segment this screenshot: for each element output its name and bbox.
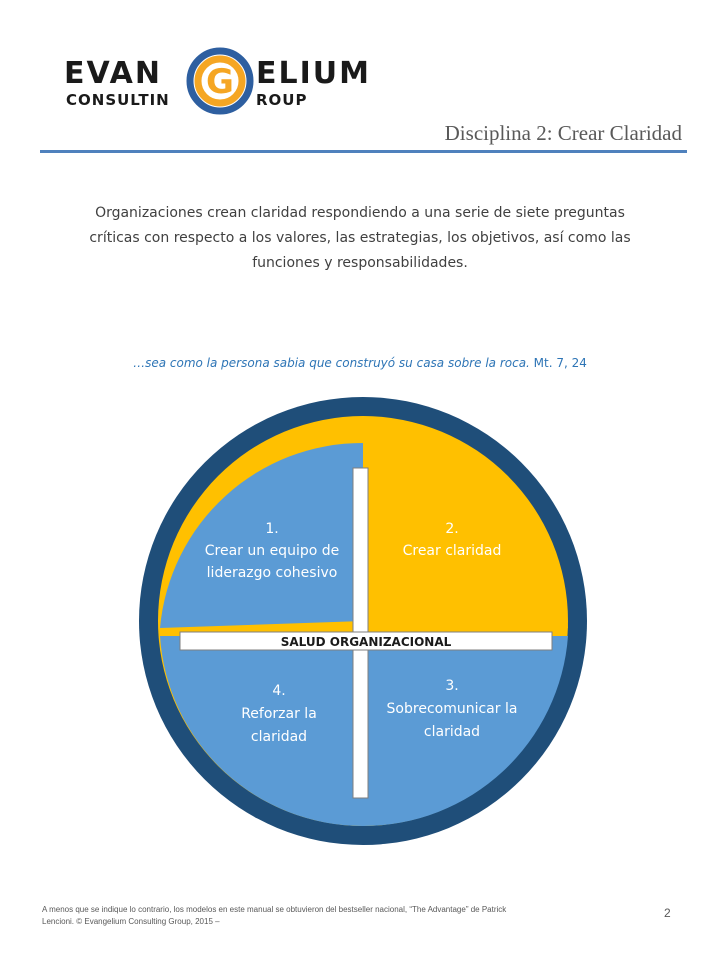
scripture-quote [40, 356, 680, 370]
intro-line-2: críticas con respecto a los valores, las estrategias, los objetivos, así como las [89, 230, 631, 246]
logo-text-top-right: ELIUM [256, 56, 370, 91]
quote-text: …sea como la persona sabia que construyó su casa sobre la roca. [133, 356, 530, 370]
page-number: 2 [664, 906, 671, 920]
quadrant-2-number: 2. [445, 521, 459, 537]
intro-paragraph [60, 201, 660, 276]
organizational-health-diagram [138, 396, 588, 846]
logo-mark-svg [60, 45, 370, 125]
quadrant-4-line-2: claridad [250, 729, 308, 745]
page-title: Disciplina 2: Crear Claridad [444, 121, 682, 145]
intro-line-3: funciones y responsabilidades. [252, 255, 468, 271]
quadrant-3-line-2: claridad [423, 724, 481, 740]
header-divider [40, 150, 687, 153]
logo-text-top-left: EVAN [64, 56, 162, 91]
quadrant-1-line-2: liderazgo cohesivo [206, 565, 338, 581]
footer-note [42, 904, 632, 928]
diagram-svg [138, 396, 588, 846]
quadrant-2-line-1: Crear claridad [402, 543, 502, 559]
quadrant-4-number: 4. [272, 683, 286, 699]
logo-text-bottom-right: ROUP [256, 91, 308, 109]
footer-line-2: Lencioni. © Evangelium Consulting Group, 2015 – [42, 917, 220, 926]
quadrant-1-number: 1. [265, 521, 279, 537]
quote-reference: Mt. 7, 24 [529, 356, 587, 370]
footer-line-1: A menos que se indique lo contrario, los modelos en este manual se obtuvieron del bestseller nacional, “The Advantage” de Patrick [42, 905, 507, 914]
quadrant-4-line-1: Reforzar la [241, 706, 317, 722]
logo-text-bottom-left: CONSULTIN [66, 91, 170, 109]
intro-line-1: Organizaciones crean claridad respondiendo a una serie de siete preguntas [95, 205, 625, 221]
logo-g-letter: G [206, 62, 234, 102]
quadrant-3-line-1: Sobrecomunicar la [386, 701, 518, 717]
quadrant-3-number: 3. [445, 678, 459, 694]
center-label: SALUD ORGANIZACIONAL [280, 635, 452, 649]
evangelium-logo [60, 45, 370, 125]
quadrant-1-line-1: Crear un equipo de [204, 543, 340, 559]
